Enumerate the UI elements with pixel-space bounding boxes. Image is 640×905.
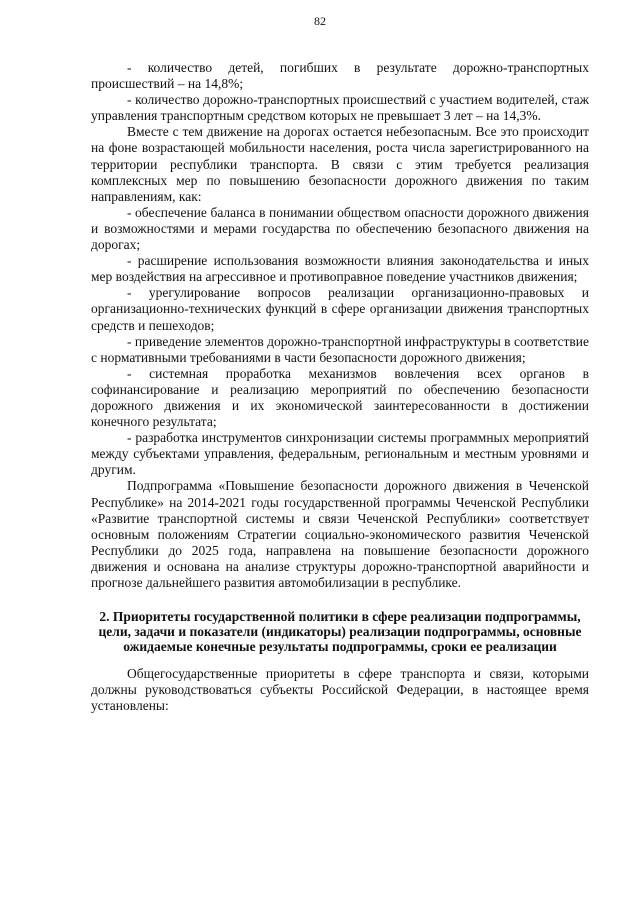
body-paragraph: Подпрограмма «Повышение безопасности дорожного движения в Чеченской Республике» на 2014-2021 годы государственной программы Чеченской Республики «Развитие транспортной системы и связи Чеченской Республики» соответствует основным положениям Стратегии социально-экономического развития Чеченской Республики до 2025 года, направлена на повышение безопасности дорожного движения и основана на анализе структуры дорожно-транспортной аварийности и прогнозе дальнейшего развития автомобилизации в республике. bbox=[91, 478, 589, 590]
section-heading: 2. Приоритеты государственной политики в сфере реализации подпрограммы, цели, задачи и показатели (индикаторы) реализации подпрограммы, основные ожидаемые конечные результаты подпрограммы, сроки ее реализации bbox=[98, 609, 582, 655]
document-body bbox=[91, 60, 589, 714]
list-item: - приведение элементов дорожно-транспортной инфраструктуры в соответствие с нормативными требованиями в части безопасности дорожного движения; bbox=[91, 333, 589, 365]
body-paragraph: Общегосударственные приоритеты в сфере транспорта и связи, которыми должны руководствоваться субъекты Российской Федерации, в настоящее время установлены: bbox=[91, 666, 589, 714]
list-item: - количество детей, погибших в результате дорожно-транспортных происшествий – на 14,8%; bbox=[91, 60, 589, 92]
list-item: - количество дорожно-транспортных происшествий с участием водителей, стаж управления транспортным средством которых не превышает 3 лет – на 14,3%. bbox=[91, 92, 589, 124]
page-number: 82 bbox=[314, 14, 326, 28]
list-item: - системная проработка механизмов вовлечения всех органов в софинансирование и реализацию мероприятий по обеспечению безопасности дорожного движения и их экономической заинтересованности в достижении конечного результата; bbox=[91, 365, 589, 430]
list-item: - расширение использования возможности влияния законодательства и иных мер воздействия на агрессивное и противоправное поведение участников движения; bbox=[91, 253, 589, 285]
list-item: - урегулирование вопросов реализации организационно-правовых и организационно-технических функций в сфере организации движения транспортных средств и пешеходов; bbox=[91, 285, 589, 333]
list-item: - разработка инструментов синхронизации системы программных мероприятий между субъектами управления, федеральным, региональным и местным уровнями и другим. bbox=[91, 430, 589, 478]
list-item: - обеспечение баланса в понимании обществом опасности дорожного движения и возможностями и мерами государства по обеспечению безопасного движения на дорогах; bbox=[91, 204, 589, 253]
body-paragraph: Вместе с тем движение на дорогах остается небезопасным. Все это происходит на фоне возрастающей мобильности населения, роста числа зарегистрированного на территории республики транспорта. В связи с этим требуется реализация комплексных мер по повышению безопасности дорожного движения по таким направлениям, как: bbox=[91, 124, 589, 204]
